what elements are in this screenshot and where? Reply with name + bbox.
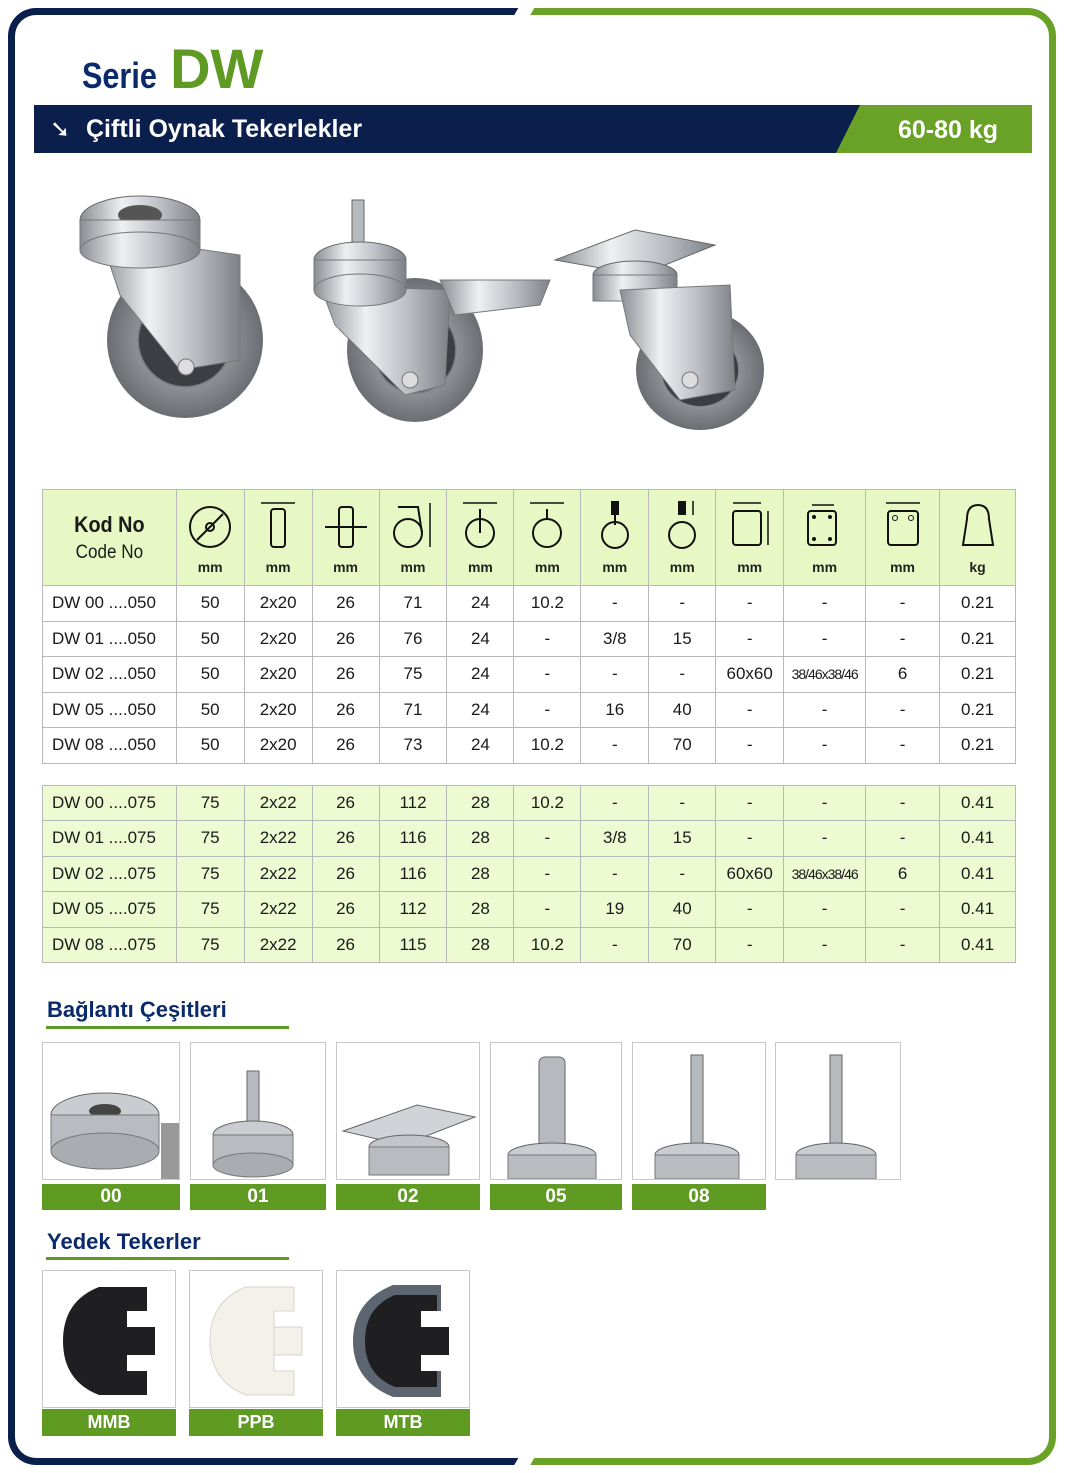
spec-cell: -	[866, 892, 940, 928]
spec-cell: 6	[866, 856, 940, 892]
table-row	[43, 856, 1016, 892]
spec-cell: -	[514, 692, 581, 728]
spec-cell: -	[784, 621, 866, 657]
spec-cell: 2x20	[244, 657, 312, 693]
spec-table	[42, 489, 1016, 963]
bolt-hole-icon	[522, 497, 572, 551]
col-fork-width: mm	[447, 490, 514, 586]
spec-cell: -	[866, 821, 940, 857]
spec-cell: 26	[312, 586, 379, 622]
spec-cell: -	[581, 927, 649, 963]
spec-cell: 24	[447, 692, 514, 728]
connection-label-05: 05	[490, 1184, 622, 1210]
product-code-cell: DW 01 ....050	[43, 621, 177, 657]
spec-cell: -	[581, 657, 649, 693]
spare-wheels-title: Yedek Tekerler	[47, 1229, 201, 1254]
spec-cell: 71	[379, 586, 447, 622]
spec-cell: 3/8	[581, 621, 649, 657]
col-plate-size: mm	[716, 490, 784, 586]
product-code-cell: DW 02 ....075	[43, 856, 177, 892]
spec-cell: 26	[312, 785, 379, 821]
spec-cell: 26	[312, 692, 379, 728]
wheel-diameter-icon	[185, 497, 235, 551]
spec-cell: 0.21	[940, 692, 1016, 728]
spec-cell: 0.41	[940, 821, 1016, 857]
spec-cell: 112	[379, 892, 447, 928]
spec-cell: 116	[379, 856, 447, 892]
spec-cell: 24	[447, 657, 514, 693]
spec-cell: -	[784, 927, 866, 963]
spec-cell: 15	[649, 821, 716, 857]
connections-title: Bağlantı Çeşitleri	[47, 997, 227, 1022]
table-row	[43, 821, 1016, 857]
connection-label-08: 08	[632, 1184, 766, 1210]
spec-cell: -	[784, 821, 866, 857]
spec-cell: -	[716, 728, 784, 764]
spec-cell: 2x20	[244, 692, 312, 728]
caster-top-plate-image	[555, 230, 764, 430]
caster-bolt-hole-image	[80, 196, 263, 418]
spec-cell: 50	[176, 586, 244, 622]
model-name: DW	[170, 37, 264, 100]
product-code-cell: DW 01 ....075	[43, 821, 177, 857]
total-height-icon	[388, 497, 438, 551]
connections-underline	[46, 1026, 289, 1029]
spec-cell: 10.2	[514, 586, 581, 622]
spec-cell: 112	[379, 785, 447, 821]
code-column-header	[43, 490, 177, 586]
spec-cell: 0.21	[940, 728, 1016, 764]
spec-cell: -	[716, 621, 784, 657]
spec-cell: -	[784, 586, 866, 622]
load-capacity: 60-80 kg	[897, 116, 998, 144]
spec-cell: 0.41	[940, 785, 1016, 821]
spec-cell: -	[716, 785, 784, 821]
col-hole-spacing: mm	[784, 490, 866, 586]
spec-cell: 24	[447, 728, 514, 764]
spec-cell: 50	[176, 692, 244, 728]
table-row	[43, 728, 1016, 764]
spec-cell: 75	[176, 892, 244, 928]
spec-cell: 24	[447, 586, 514, 622]
table-row	[43, 586, 1016, 622]
spec-cell: 50	[176, 657, 244, 693]
spec-cell: -	[514, 821, 581, 857]
spec-cell: -	[716, 821, 784, 857]
spec-cell: 0.21	[940, 621, 1016, 657]
spec-cell: 2x20	[244, 586, 312, 622]
spec-cell: -	[649, 586, 716, 622]
arrow-icon: ➘	[50, 116, 71, 143]
spec-cell: 26	[312, 621, 379, 657]
col-bolt-hole: mm	[514, 490, 581, 586]
spec-cell: 2x20	[244, 621, 312, 657]
spec-cell: 40	[649, 892, 716, 928]
spare-wheel-image-mmb	[42, 1270, 176, 1408]
spec-cell: -	[716, 927, 784, 963]
spec-cell: -	[649, 856, 716, 892]
category-title: Çiftli Oynak Tekerlekler	[86, 115, 363, 143]
spare-wheel-label-ppb: PPB	[189, 1409, 323, 1436]
plate-size-icon	[725, 497, 775, 551]
connection-image-00	[42, 1042, 180, 1180]
connection-image-01	[190, 1042, 326, 1180]
spec-cell: 28	[447, 821, 514, 857]
spec-cell: 70	[649, 728, 716, 764]
wheel-width-icon	[253, 497, 303, 551]
connection-label-00: 00	[42, 1184, 180, 1210]
thread-diameter-icon	[590, 497, 640, 551]
spec-cell: 75	[176, 785, 244, 821]
col-hub-length: mm	[312, 490, 379, 586]
table-spacer-row	[43, 763, 1016, 785]
spec-cell: 2x22	[244, 892, 312, 928]
fork-width-icon	[455, 497, 505, 551]
col-thread-length: mm	[649, 490, 716, 586]
table-row	[43, 657, 1016, 693]
spec-cell: 24	[447, 621, 514, 657]
spec-cell: -	[716, 692, 784, 728]
product-images	[60, 175, 840, 465]
spec-cell: -	[649, 657, 716, 693]
spare-wheel-image-ppb	[189, 1270, 323, 1408]
spec-cell: 38/46x38/46	[784, 657, 866, 693]
spec-cell: -	[866, 728, 940, 764]
spec-cell: 10.2	[514, 728, 581, 764]
spec-cell: -	[581, 856, 649, 892]
spec-cell: 70	[649, 927, 716, 963]
connection-image-extra	[775, 1042, 901, 1180]
table-row	[43, 927, 1016, 963]
spec-cell: -	[581, 586, 649, 622]
code-header-en: Code No	[75, 541, 144, 563]
serie-label: Serie	[82, 55, 157, 96]
hole-spacing-icon	[800, 497, 850, 551]
thread-length-icon	[657, 497, 707, 551]
spec-cell: 16	[581, 692, 649, 728]
spec-cell: -	[866, 785, 940, 821]
spec-cell: 26	[312, 892, 379, 928]
spec-cell: -	[581, 785, 649, 821]
table-row	[43, 892, 1016, 928]
spec-cell: -	[784, 785, 866, 821]
spacer-cell	[43, 763, 1016, 785]
spec-cell: 75	[176, 856, 244, 892]
spec-cell: 2x22	[244, 927, 312, 963]
spec-cell: 60x60	[716, 856, 784, 892]
spec-cell: 26	[312, 821, 379, 857]
spec-cell: 116	[379, 821, 447, 857]
col-wheel-diameter: mm	[176, 490, 244, 586]
connection-image-08	[632, 1042, 766, 1180]
spec-cell: 3/8	[581, 821, 649, 857]
product-code-cell: DW 08 ....050	[43, 728, 177, 764]
spec-cell: -	[716, 892, 784, 928]
spec-cell: 10.2	[514, 785, 581, 821]
code-header-tr: Kod No	[74, 511, 145, 537]
spare-wheels-underline	[46, 1257, 289, 1260]
spec-cell: -	[514, 856, 581, 892]
spec-cell: -	[514, 621, 581, 657]
col-weight: kg	[940, 490, 1016, 586]
spec-cell: 75	[176, 821, 244, 857]
table-body	[43, 586, 1016, 963]
col-bolt-size: mm	[866, 490, 940, 586]
spec-cell: -	[581, 728, 649, 764]
spec-cell: 15	[649, 621, 716, 657]
spec-cell: 73	[379, 728, 447, 764]
spec-cell: 28	[447, 785, 514, 821]
spec-cell: 26	[312, 728, 379, 764]
spec-cell: 2x20	[244, 728, 312, 764]
table-row	[43, 621, 1016, 657]
spec-cell: -	[716, 586, 784, 622]
col-thread-diameter: mm	[581, 490, 649, 586]
spec-cell: -	[866, 692, 940, 728]
col-total-height: mm	[379, 490, 447, 586]
spec-cell: 6	[866, 657, 940, 693]
spec-cell: 28	[447, 927, 514, 963]
spec-cell: 76	[379, 621, 447, 657]
spec-cell: 71	[379, 692, 447, 728]
table-row	[43, 692, 1016, 728]
product-code-cell: DW 00 ....050	[43, 586, 177, 622]
spec-cell: 19	[581, 892, 649, 928]
spare-wheel-image-mtb	[336, 1270, 470, 1408]
spec-cell: 0.21	[940, 657, 1016, 693]
spec-cell: 75	[176, 927, 244, 963]
product-code-cell: DW 05 ....075	[43, 892, 177, 928]
spec-cell: -	[784, 892, 866, 928]
spare-wheel-label-mtb: MTB	[336, 1409, 470, 1436]
bolt-size-icon	[878, 497, 928, 551]
product-code-cell: DW 05 ....050	[43, 692, 177, 728]
spec-cell: 28	[447, 892, 514, 928]
spec-cell: -	[866, 621, 940, 657]
product-code-cell: DW 02 ....050	[43, 657, 177, 693]
spec-cell: 38/46x38/46	[784, 856, 866, 892]
spec-cell: -	[649, 785, 716, 821]
weight-icon	[953, 497, 1003, 551]
spec-cell: 0.21	[940, 586, 1016, 622]
spec-cell: 26	[312, 927, 379, 963]
spec-cell: 26	[312, 856, 379, 892]
table-row	[43, 785, 1016, 821]
spec-cell: 75	[379, 657, 447, 693]
spec-cell: 50	[176, 621, 244, 657]
connection-image-02	[336, 1042, 480, 1180]
product-code-cell: DW 00 ....075	[43, 785, 177, 821]
connection-label-01: 01	[190, 1184, 326, 1210]
category-banner	[34, 105, 1032, 153]
spec-cell: 2x22	[244, 821, 312, 857]
spec-cell: -	[514, 892, 581, 928]
spec-cell: 0.41	[940, 856, 1016, 892]
spec-cell: -	[866, 586, 940, 622]
spec-cell: 0.41	[940, 927, 1016, 963]
connection-image-05	[490, 1042, 622, 1180]
table-header-row	[43, 490, 1016, 586]
spec-cell: 10.2	[514, 927, 581, 963]
series-title	[82, 36, 263, 101]
spec-cell: 26	[312, 657, 379, 693]
spec-cell: -	[866, 927, 940, 963]
spec-cell: 50	[176, 728, 244, 764]
spec-cell: 115	[379, 927, 447, 963]
spec-cell: -	[514, 657, 581, 693]
product-code-cell: DW 08 ....075	[43, 927, 177, 963]
caster-threaded-brake-image	[314, 200, 550, 422]
spare-wheel-label-mmb: MMB	[42, 1409, 176, 1436]
connection-label-02: 02	[336, 1184, 480, 1210]
hub-length-icon	[321, 497, 371, 551]
spec-cell: -	[784, 728, 866, 764]
spec-cell: 2x22	[244, 785, 312, 821]
spec-cell: 28	[447, 856, 514, 892]
spec-cell: -	[784, 692, 866, 728]
col-wheel-width: mm	[244, 490, 312, 586]
spec-cell: 60x60	[716, 657, 784, 693]
spec-cell: 40	[649, 692, 716, 728]
spec-cell: 0.41	[940, 892, 1016, 928]
spec-cell: 2x22	[244, 856, 312, 892]
